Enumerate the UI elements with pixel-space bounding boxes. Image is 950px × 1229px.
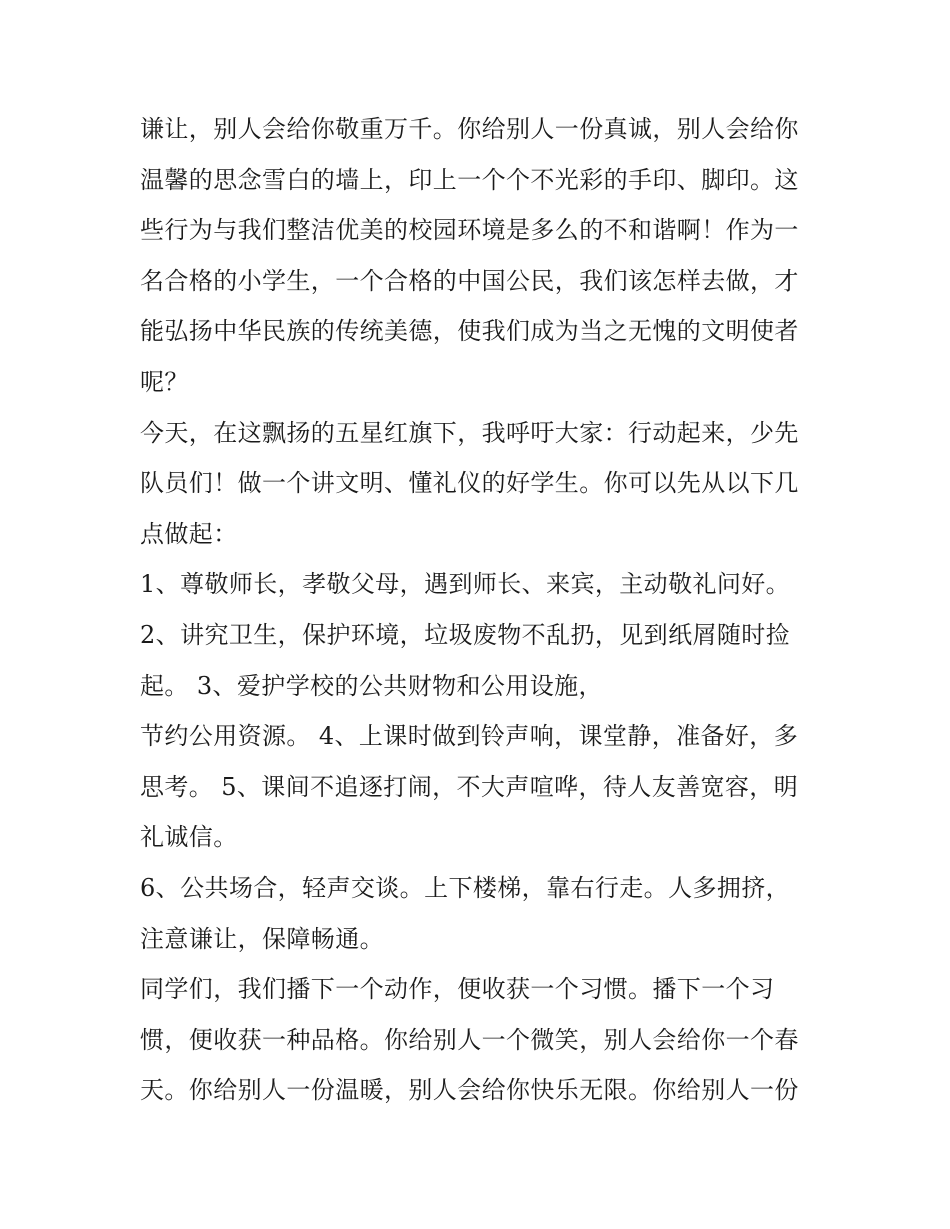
text-line: 节约公用资源。 4、上课时做到铃声响，课堂静，准备好，多 <box>140 722 799 751</box>
document-body <box>140 104 820 1116</box>
text-line: 温馨的思念雪白的墙上，印上一个个不光彩的手印、脚印。这 <box>140 165 799 194</box>
text-line: 今天，在这飘扬的五星红旗下，我呼吁大家：行动起来，少先 <box>140 418 799 447</box>
text-line: 6、公共场合，轻声交谈。上下楼梯，靠右行走。人多拥挤， <box>140 873 791 902</box>
text-line: 惯，便收获一种品格。你给别人一个微笑，别人会给你一个春 <box>140 1025 799 1054</box>
text-line: 注意谦让，保障畅通。 <box>140 924 384 953</box>
text-line: 思考。 5、课间不追逐打闹，不大声喧哗，待人友善宽容，明 <box>140 772 799 801</box>
text-line: 天。你给别人一份温暖，别人会给你快乐无限。你给别人一份 <box>140 1076 799 1105</box>
text-line: 点做起： <box>140 519 238 548</box>
text-line: 名合格的小学生，一个合格的中国公民，我们该怎样去做，才 <box>140 266 799 295</box>
text-line: 1、尊敬师长，孝敬父母，遇到师长、来宾，主动敬礼问好。 <box>140 570 791 599</box>
text-line: 2、讲究卫生，保护环境，垃圾废物不乱扔，见到纸屑随时捡 <box>140 620 791 649</box>
text-line: 礼诚信。 <box>140 823 238 852</box>
text-line: 谦让，别人会给你敬重万千。你给别人一份真诚，别人会给你 <box>140 115 799 143</box>
text-line: 同学们，我们播下一个动作，便收获一个习惯。播下一个习 <box>140 975 775 1004</box>
text-line: 起。 3、爱护学校的公共财物和公用设施， <box>140 671 603 700</box>
text-line: 队员们！做一个讲文明、懂礼仪的好学生。你可以先从以下几 <box>140 469 799 498</box>
text-line: 呢？ <box>140 367 189 396</box>
text-line: 些行为与我们整洁优美的校园环境是多么的不和谐啊！作为一 <box>140 216 799 245</box>
text-line: 能弘扬中华民族的传统美德，使我们成为当之无愧的文明使者 <box>140 317 799 346</box>
